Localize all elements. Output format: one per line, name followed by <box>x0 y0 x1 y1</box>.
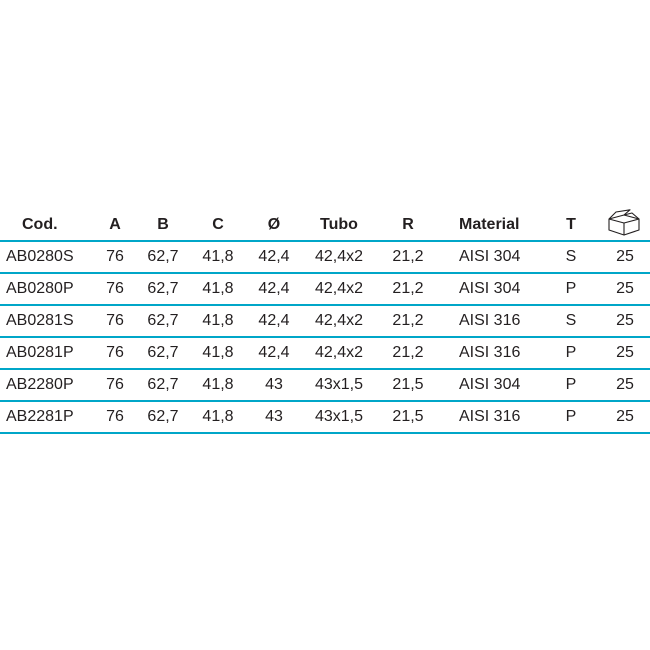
cell-r: 21,5 <box>392 376 424 393</box>
header-cod: Cod. <box>22 216 58 233</box>
cell-t: S <box>565 312 577 329</box>
cell-material: AISI 316 <box>459 312 521 329</box>
cell-cod: AB2281P <box>6 408 74 425</box>
table-row <box>0 274 650 306</box>
cell-cod: AB0280S <box>6 248 74 265</box>
cell-material: AISI 316 <box>459 408 521 425</box>
cell-r: 21,5 <box>392 408 424 425</box>
cell-a: 76 <box>106 344 124 361</box>
cell-b: 62,7 <box>147 344 179 361</box>
cell-r: 21,2 <box>392 280 424 297</box>
cell-c: 41,8 <box>202 280 234 297</box>
table-row <box>0 306 650 338</box>
cell-cod: AB0281P <box>6 344 74 361</box>
header-b: B <box>157 216 169 233</box>
cell-cod: AB0280P <box>6 280 74 297</box>
cell-c: 41,8 <box>202 312 234 329</box>
cell-t: S <box>565 248 577 265</box>
cell-diameter: 42,4 <box>258 248 290 265</box>
cell-r: 21,2 <box>392 312 424 329</box>
cell-material: AISI 316 <box>459 344 521 361</box>
header-diameter: Ø <box>267 216 281 233</box>
cell-t: P <box>565 280 577 297</box>
cell-r: 21,2 <box>392 344 424 361</box>
cell-tubo: 42,4x2 <box>314 280 364 297</box>
cell-r: 21,2 <box>392 248 424 265</box>
cell-tubo: 42,4x2 <box>314 248 364 265</box>
cell-diameter: 42,4 <box>258 280 290 297</box>
box-icon <box>606 209 642 239</box>
cell-t: P <box>565 376 577 393</box>
table-row <box>0 370 650 402</box>
cell-diameter: 43 <box>265 376 283 393</box>
cell-cod: AB0281S <box>6 312 74 329</box>
cell-tubo: 42,4x2 <box>314 312 364 329</box>
table-header-row <box>0 210 650 242</box>
cell-tubo: 43x1,5 <box>314 376 364 393</box>
cell-b: 62,7 <box>147 376 179 393</box>
table-row <box>0 402 650 434</box>
cell-qty: 25 <box>616 376 634 393</box>
cell-diameter: 43 <box>265 408 283 425</box>
cell-b: 62,7 <box>147 280 179 297</box>
cell-a: 76 <box>106 408 124 425</box>
cell-diameter: 42,4 <box>258 344 290 361</box>
spec-table <box>0 210 650 434</box>
cell-material: AISI 304 <box>459 376 521 393</box>
cell-qty: 25 <box>616 408 634 425</box>
cell-t: P <box>565 344 577 361</box>
cell-c: 41,8 <box>202 408 234 425</box>
cell-c: 41,8 <box>202 344 234 361</box>
cell-a: 76 <box>106 312 124 329</box>
cell-a: 76 <box>106 248 124 265</box>
cell-tubo: 43x1,5 <box>314 408 364 425</box>
cell-diameter: 42,4 <box>258 312 290 329</box>
cell-tubo: 42,4x2 <box>314 344 364 361</box>
cell-qty: 25 <box>616 312 634 329</box>
cell-a: 76 <box>106 376 124 393</box>
cell-c: 41,8 <box>202 376 234 393</box>
cell-qty: 25 <box>616 248 634 265</box>
header-t: T <box>566 216 576 233</box>
cell-b: 62,7 <box>147 312 179 329</box>
cell-qty: 25 <box>616 280 634 297</box>
header-a: A <box>109 216 121 233</box>
cell-t: P <box>565 408 577 425</box>
cell-b: 62,7 <box>147 248 179 265</box>
cell-a: 76 <box>106 280 124 297</box>
cell-material: AISI 304 <box>459 280 521 297</box>
table-row <box>0 338 650 370</box>
cell-material: AISI 304 <box>459 248 521 265</box>
cell-c: 41,8 <box>202 248 234 265</box>
table-row <box>0 242 650 274</box>
header-r: R <box>402 216 414 233</box>
table-body <box>0 242 650 434</box>
header-c: C <box>212 216 224 233</box>
cell-b: 62,7 <box>147 408 179 425</box>
header-material: Material <box>459 216 520 233</box>
header-tubo: Tubo <box>320 216 358 233</box>
cell-qty: 25 <box>616 344 634 361</box>
cell-cod: AB2280P <box>6 376 74 393</box>
